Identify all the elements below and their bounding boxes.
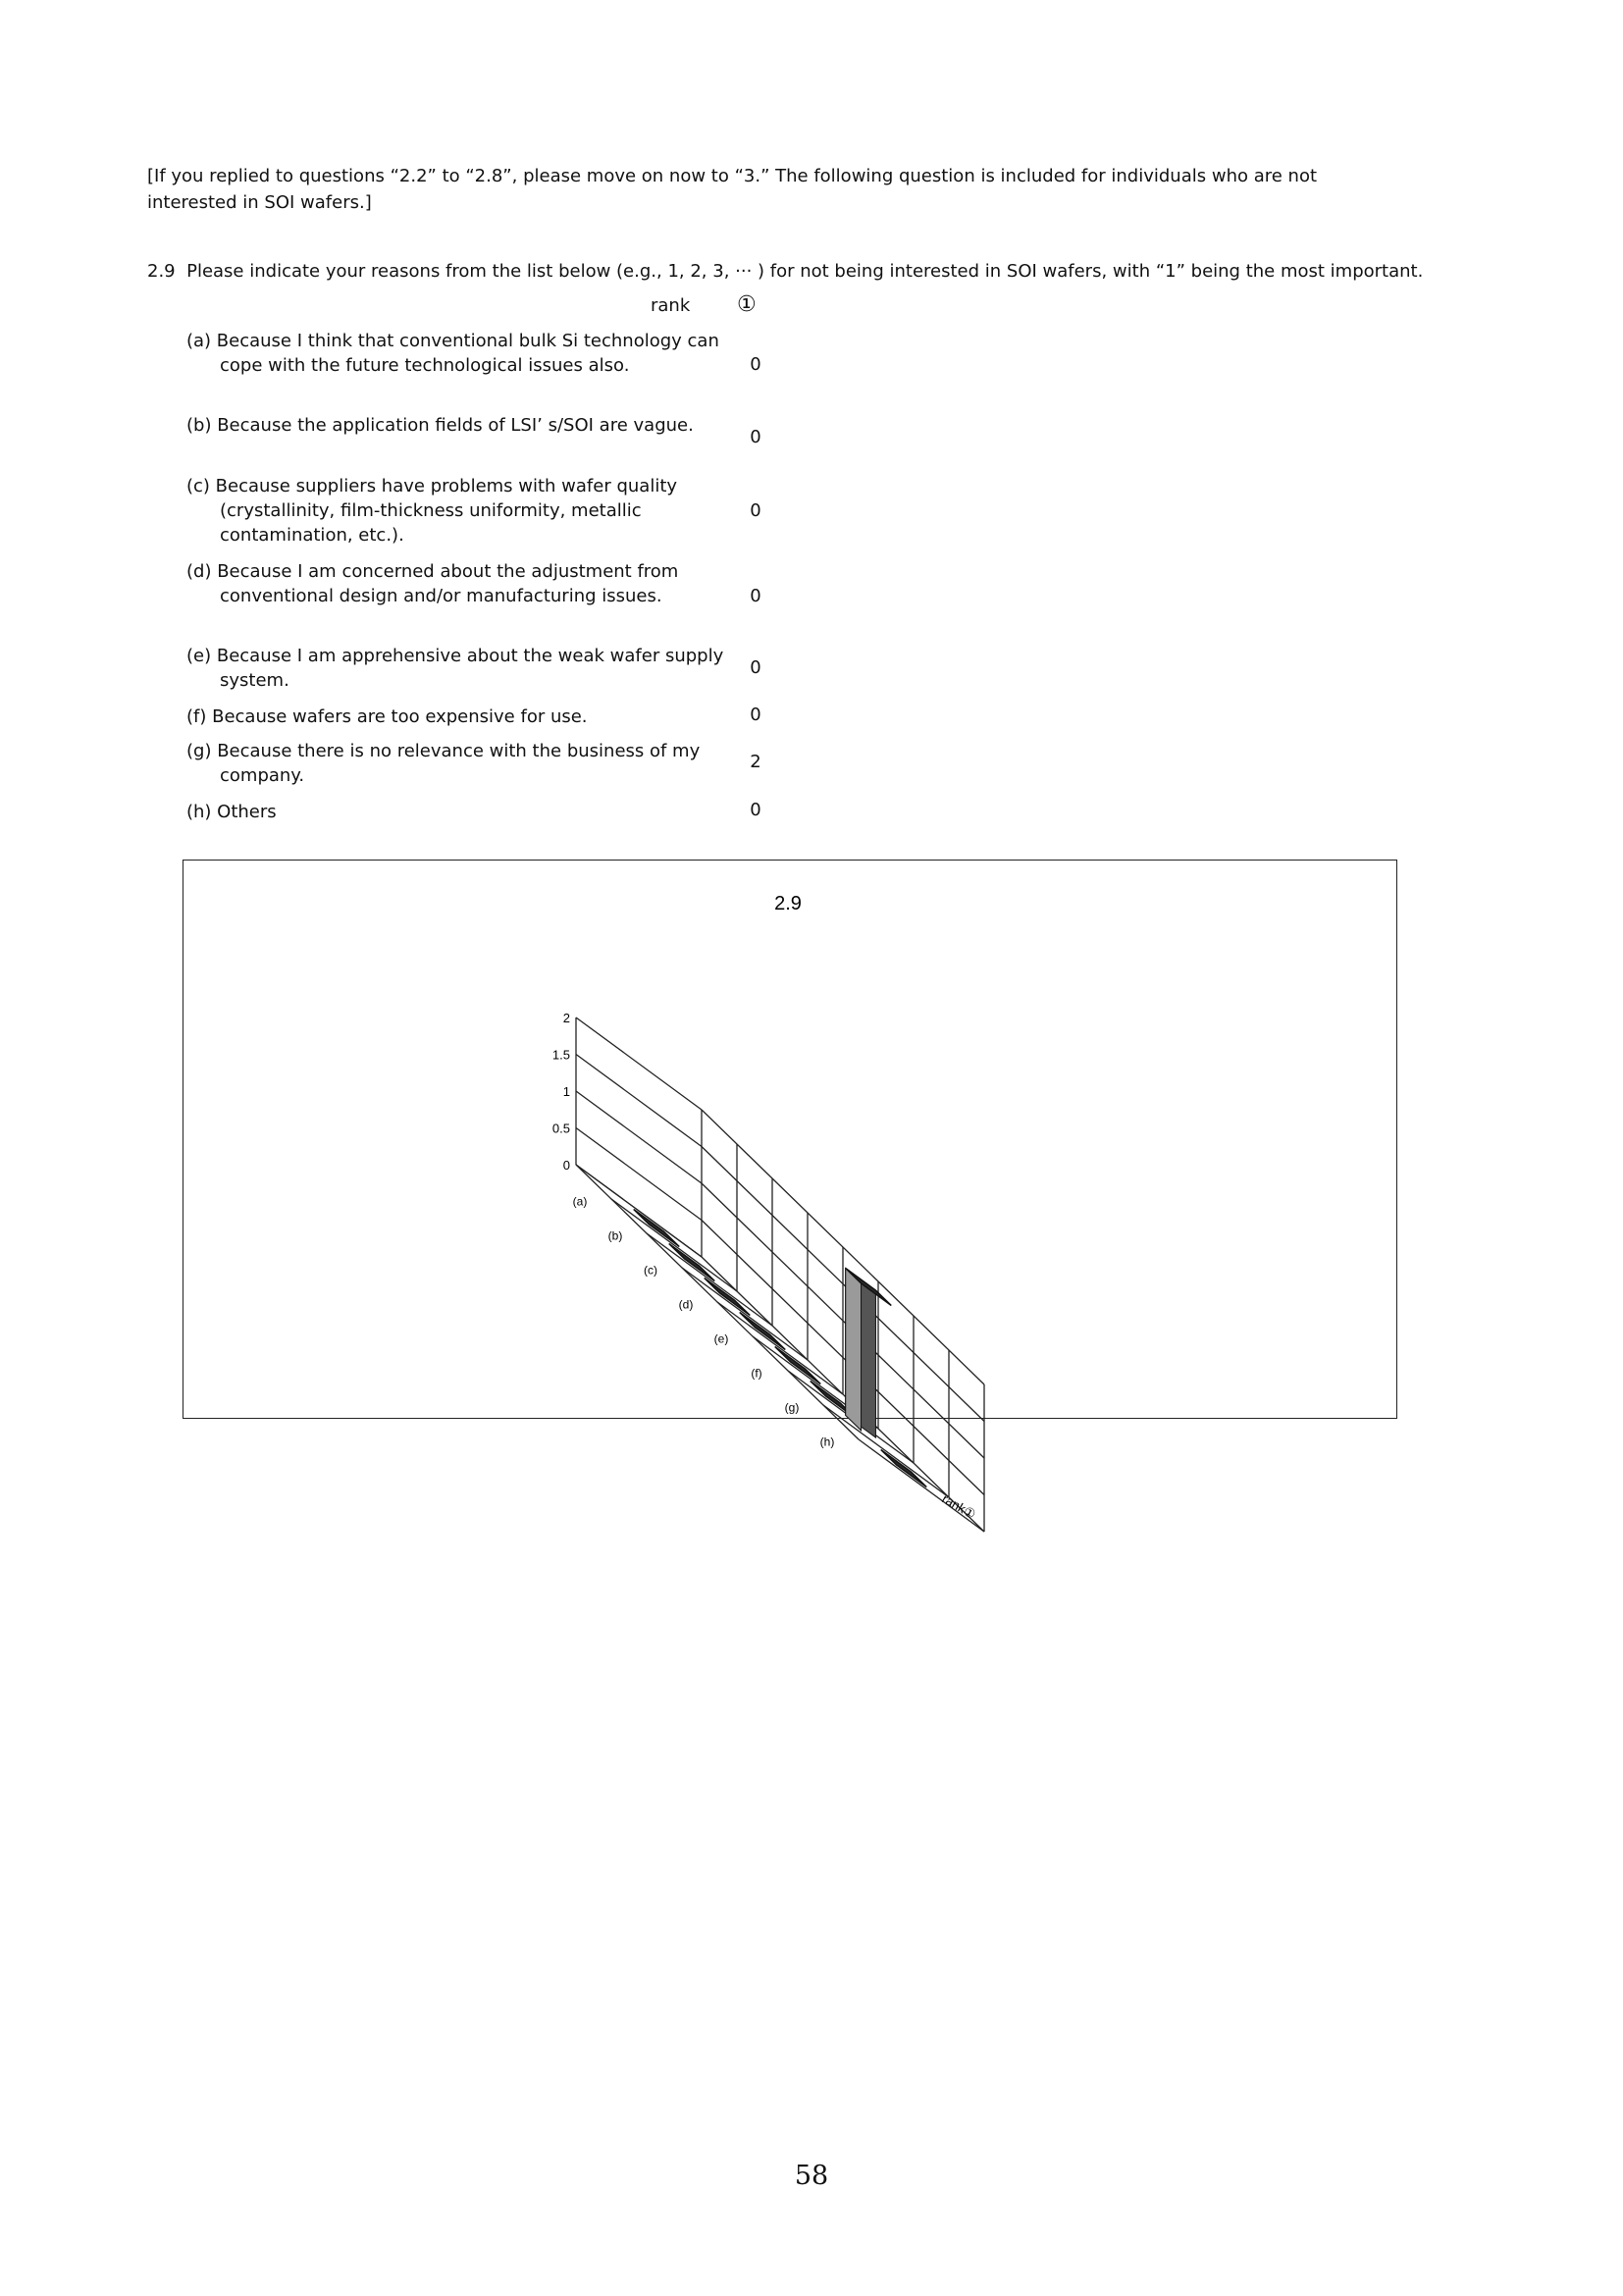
z-tick-label: 0 <box>562 1158 570 1173</box>
reason-g-text: (g) Because there is no relevance with the business of my company. <box>186 741 701 786</box>
reason-f-value: 0 <box>750 704 761 725</box>
z-tick-label: 0.5 <box>551 1121 570 1136</box>
chart-title: 2.9 <box>774 893 802 914</box>
reason-b-text: (b) Because the application fields of LSI’ s/SOI are vague. <box>186 415 694 436</box>
depth-axis-label: rank① <box>939 1490 979 1523</box>
floor-gridline <box>717 1302 843 1394</box>
reason-e-text: (e) Because I am apprehensive about the weak wafer supply system. <box>186 646 724 691</box>
rank-column-header: ① <box>737 292 757 317</box>
reason-h-value: 0 <box>750 800 761 820</box>
rank-column-label: rank <box>651 295 691 316</box>
floor-gridline <box>823 1405 949 1497</box>
reason-a-text: (a) Because I think that conventional bulk Si technology can cope with the future technological issues also. <box>186 331 719 376</box>
category-label: (g) <box>784 1400 800 1415</box>
reason-e-value: 0 <box>750 657 761 678</box>
floor-edge <box>576 1165 859 1439</box>
reason-d-value: 0 <box>750 586 761 606</box>
reason-f-text: (f) Because wafers are too expensive for use. <box>186 706 588 727</box>
category-label: (e) <box>713 1331 729 1346</box>
z-tick-label: 2 <box>562 1011 570 1025</box>
floor-gridline <box>647 1233 772 1326</box>
reason-d-text: (d) Because I am concerned about the adjustment from conventional design and/or manufacturing issues. <box>186 561 679 606</box>
floor-gridline <box>682 1268 808 1360</box>
side-wall-gridline <box>576 1128 702 1221</box>
floor-gridline <box>611 1199 737 1291</box>
reason-c-value: 0 <box>750 500 761 521</box>
category-label: (c) <box>644 1263 657 1278</box>
question-text: Please indicate your reasons from the list below (e.g., 1, 2, 3, ··· ) for not being interested in SOI wafers, with “1” being the most important. <box>186 261 1424 282</box>
reason-h-text: (h) Others <box>186 802 277 822</box>
question-number: 2.9 <box>147 261 176 282</box>
floor-gridline <box>576 1165 702 1257</box>
category-label: (h) <box>819 1435 835 1449</box>
back-wall-gridline <box>702 1183 984 1458</box>
bar-g <box>846 1269 892 1438</box>
reason-c-text: (c) Because suppliers have problems with wafer quality (crystallinity, film-thickness uniformity, metallic contamination, etc.). <box>186 476 678 546</box>
side-wall-gridline <box>576 1018 702 1110</box>
category-label: (a) <box>572 1194 588 1209</box>
category-label: (d) <box>678 1297 694 1312</box>
z-tick-label: 1.5 <box>551 1047 570 1063</box>
category-label: (f) <box>751 1366 762 1381</box>
question-2-9 <box>147 258 1501 285</box>
reason-g-value: 2 <box>750 752 761 772</box>
category-label: (b) <box>607 1228 623 1243</box>
side-wall-gridline <box>576 1055 702 1147</box>
reason-b-value: 0 <box>750 427 761 447</box>
intro-instruction: [If you replied to questions “2.2” to “2.8”, please move on now to “3.” The following question is included for individuals who are not interested in SOI wafers.] <box>147 166 1318 213</box>
page-number: 58 <box>794 2161 829 2191</box>
side-wall-gridline <box>576 1091 702 1183</box>
bar-chart-3d <box>183 861 1395 1523</box>
chart-frame <box>183 860 1397 1523</box>
reason-a-value: 0 <box>750 354 761 375</box>
z-tick-label: 1 <box>562 1084 570 1099</box>
